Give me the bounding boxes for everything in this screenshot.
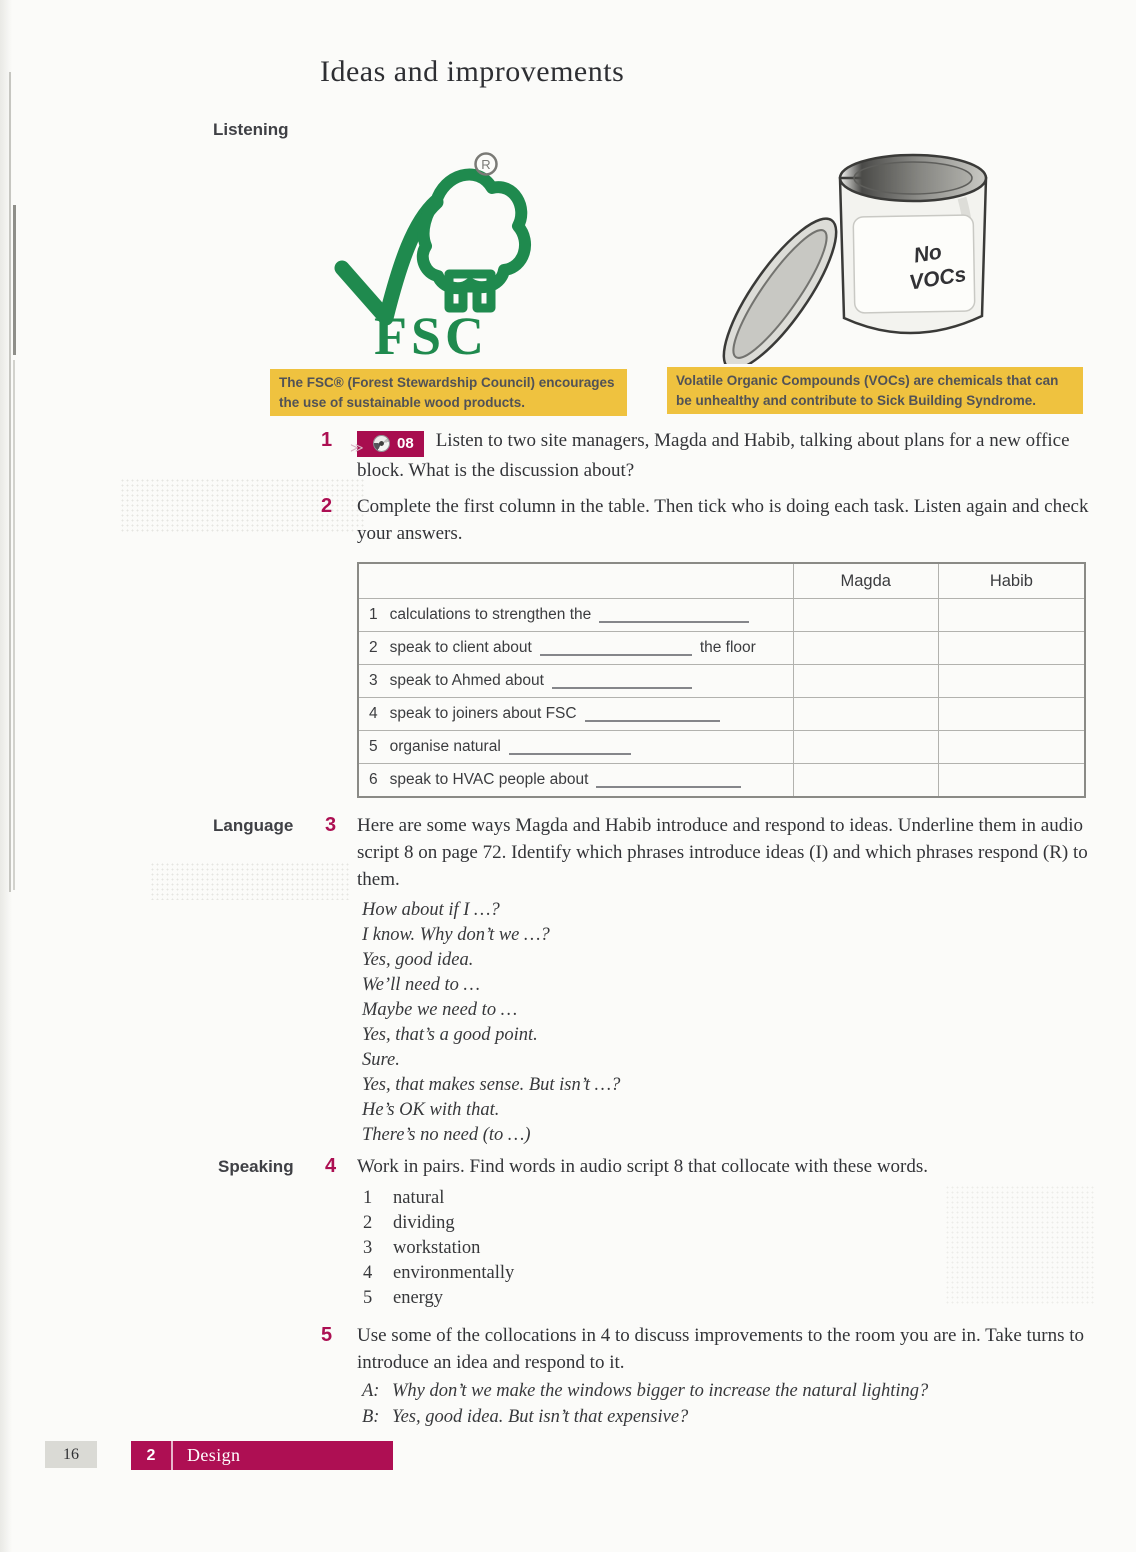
unit-number: 2 — [146, 1446, 156, 1464]
audio-track-number: 08 — [397, 435, 414, 452]
voc-caption: Volatile Organic Compounds (VOCs) are chemicals that can be unhealthy and contribute to Sick Building Syndrome. — [667, 367, 1083, 414]
exercise-1-text — [350, 427, 1097, 484]
exercise-5-instruction: Use some of the collocations in 4 to discuss improvements to the room you are in. Take turns to introduce an idea and respond to it. — [357, 1325, 1085, 1373]
list-item: 3 workstation — [363, 1238, 481, 1258]
list-item: 4 environmentally — [363, 1263, 515, 1283]
tick-cell-magda — [794, 665, 939, 697]
exercise-5-number: 5 — [321, 1324, 333, 1346]
answer-blank — [540, 641, 692, 656]
tick-cell-habib — [939, 698, 1084, 730]
tick-cell-magda — [794, 698, 939, 730]
header-habib: Habib — [989, 571, 1033, 590]
page-title: Ideas and improvements — [320, 55, 625, 88]
paint-can-interior — [854, 162, 972, 194]
no-vocs-label-line2: VOCs — [907, 262, 968, 295]
exercise-2-number: 2 — [321, 495, 333, 517]
page-number: 16 — [45, 1441, 97, 1468]
phrase: Maybe we need to … — [362, 1000, 518, 1020]
exercise-3-instruction: Here are some ways Magda and Habib introduce and respond to ideas. Underline them in audio script 8 on page 72. Identify which phrases introduce ideas (I) and which phrases respond (R) to them. — [357, 815, 1088, 890]
phrase: I know. Why don’t we …? — [362, 925, 550, 945]
scan-artifact-line — [13, 205, 16, 355]
phrase: We’ll need to … — [362, 975, 481, 995]
section-label-listening: Listening — [213, 120, 289, 139]
fsc-logo-text: FSC — [373, 306, 489, 362]
table-row: 2 speak to client about the floor — [359, 631, 1084, 664]
phrase: Yes, that makes sense. But isn’t …? — [362, 1075, 621, 1095]
answer-blank — [599, 608, 749, 623]
tick-cell-habib — [939, 665, 1084, 697]
table-row: 3 speak to Ahmed about — [359, 664, 1084, 697]
answer-blank — [596, 773, 741, 788]
scan-artifact-line — [9, 72, 11, 892]
fsc-caption: The FSC® (Forest Stewardship Council) encourages the use of sustainable wood products. — [270, 369, 627, 416]
section-label-speaking: Speaking — [218, 1157, 294, 1176]
cd-icon — [373, 435, 390, 452]
phrase-list — [362, 898, 620, 1148]
exercise-4-instruction: Work in pairs. Find words in audio script 8 that collocate with these words. — [357, 1156, 929, 1177]
phrase: He’s OK with that. — [362, 1100, 500, 1120]
table-row: 6 speak to HVAC people about — [359, 763, 1084, 796]
tick-cell-habib — [939, 632, 1084, 664]
tick-cell-habib — [939, 599, 1084, 631]
dialogue-line: A: Why don’t we make the windows bigger to increase the natural lighting? — [362, 1381, 929, 1401]
unit-title: Design — [187, 1445, 241, 1465]
header-magda: Magda — [794, 564, 939, 598]
list-item: 5 energy — [363, 1288, 443, 1308]
phrase: Sure. — [362, 1050, 400, 1070]
tick-cell-habib — [939, 764, 1084, 796]
collocation-word-list — [363, 1186, 514, 1311]
tick-cell-magda — [794, 599, 939, 631]
exercise-4-number: 4 — [325, 1155, 337, 1177]
table-row: 5 organise natural — [359, 730, 1084, 763]
registered-mark-letter: R — [481, 157, 491, 172]
fsc-logo — [328, 150, 533, 362]
tick-cell-habib — [939, 731, 1084, 763]
table-row: 1 calculations to strengthen the — [359, 598, 1084, 631]
section-label-language: Language — [213, 816, 294, 835]
footer-divider — [171, 1441, 173, 1470]
table-row: 4 speak to joiners about FSC — [359, 697, 1084, 730]
exercise-1-instruction: Listen to two site managers, Magda and Habib, talking about plans for a new office block. What is the discussion about? — [357, 430, 1070, 481]
answer-blank — [552, 674, 692, 689]
phrase: Yes, that’s a good point. — [362, 1025, 538, 1045]
paint-can-illustration — [700, 136, 1000, 364]
phrase: There’s no need (to …) — [362, 1125, 531, 1145]
audio-track-badge — [350, 431, 424, 457]
exercise-2-instruction: Complete the first column in the table. Then tick who is doing each task. Listen again and check your answers. — [357, 496, 1089, 544]
scan-noise — [945, 1185, 1095, 1305]
list-item: 2 dividing — [363, 1213, 455, 1233]
exercise-3-number: 3 — [325, 814, 337, 836]
exercise-1-number: 1 — [321, 429, 333, 451]
answer-blank — [509, 740, 631, 755]
tick-cell-magda — [794, 632, 939, 664]
task-table — [357, 562, 1086, 798]
tick-cell-magda — [794, 764, 939, 796]
phrase: How about if I …? — [362, 900, 500, 920]
answer-blank — [585, 707, 720, 722]
dialogue-line: B: Yes, good idea. But isn’t that expensive? — [362, 1407, 689, 1427]
table-header-row — [359, 564, 1084, 598]
phrase: Yes, good idea. — [362, 950, 474, 970]
tick-cell-magda — [794, 731, 939, 763]
unit-footer-bar — [131, 1441, 393, 1470]
list-item: 1 natural — [363, 1188, 445, 1208]
paint-can-lid — [706, 205, 853, 364]
no-vocs-label-line1: No — [912, 240, 944, 268]
sound-waves-icon: ≫ — [350, 440, 364, 456]
scan-noise — [150, 862, 350, 900]
scan-artifact-line — [13, 360, 15, 890]
header-task-cell — [359, 564, 794, 598]
example-dialogue — [362, 1378, 928, 1430]
